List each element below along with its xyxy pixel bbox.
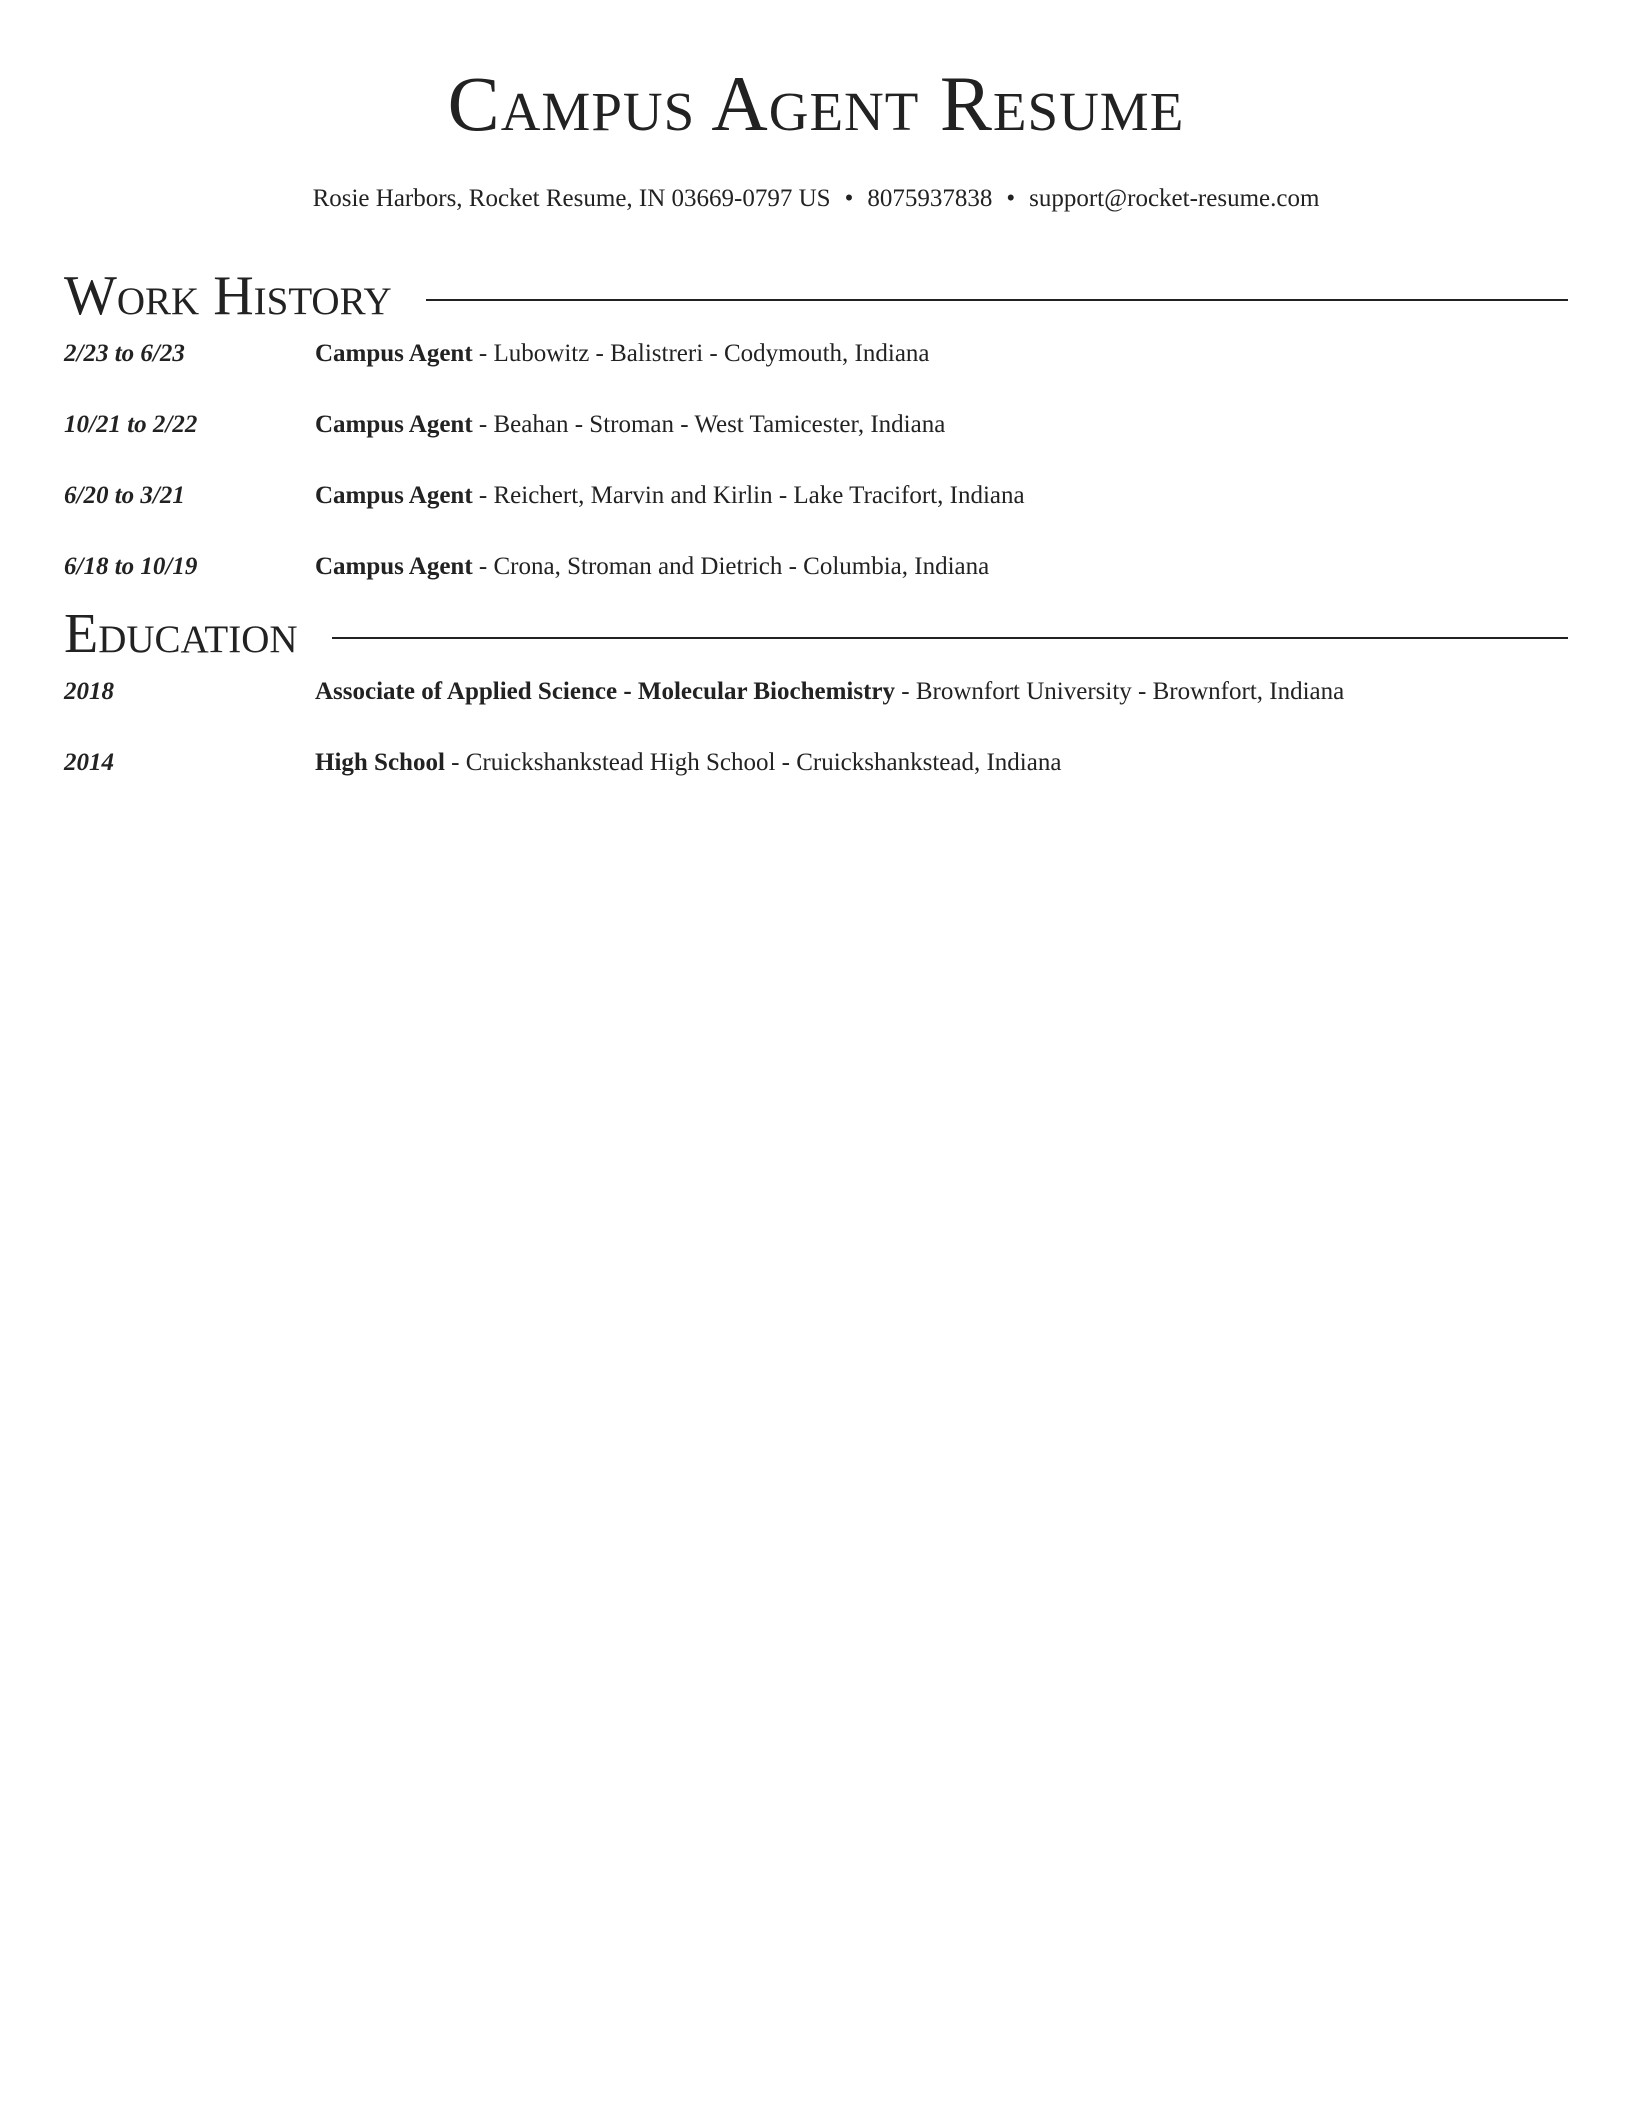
work-description [315,481,1025,511]
contact-separator: • [1006,185,1016,212]
education-header [64,604,1568,664]
education-details: - Cruickshankstead High School - Cruickshankstead, Indiana [444,749,1062,776]
work-description [315,410,945,440]
education-description [315,677,1344,707]
work-entry [64,481,1568,511]
contact-address: Rosie Harbors, Rocket Resume, IN 03669-0797 US [312,185,831,212]
contact-phone: 8075937838 [867,185,993,212]
contact-line [64,184,1568,214]
education-date: 2014 [64,749,114,776]
education-entry [64,748,1568,778]
work-entry [64,339,1568,369]
work-date: 6/18 to 10/19 [64,553,198,580]
work-details: - Reichert, Marvin and Kirlin - Lake Tracifort, Indiana [472,482,1025,509]
section-divider [426,299,1568,301]
education-description [315,748,1061,778]
work-entry [64,410,1568,440]
resume-title: Campus Agent Resume [447,60,1185,147]
work-history-list [64,339,1568,582]
contact-separator: • [844,185,854,212]
work-role: Campus Agent [315,340,473,367]
education-title: Education [64,603,298,665]
work-date: 10/21 to 2/22 [64,411,198,438]
education-list [64,677,1568,778]
work-history-header [64,266,1568,326]
contact-email: support@rocket-resume.com [1029,185,1320,212]
education-date: 2018 [64,678,114,705]
work-details: - Lubowitz - Balistreri - Codymouth, Indiana [472,340,930,367]
section-divider [332,637,1568,639]
work-details: - Crona, Stroman and Dietrich - Columbia, Indiana [472,553,990,580]
work-role: Campus Agent [315,482,473,509]
work-role: Campus Agent [315,411,473,438]
work-description [315,552,989,582]
education-degree: Associate of Applied Science - Molecular Biochemistry [315,678,896,705]
work-date: 2/23 to 6/23 [64,340,185,367]
work-role: Campus Agent [315,553,473,580]
education-degree: High School [315,749,445,776]
resume-page [64,0,1568,778]
education-entry [64,677,1568,707]
work-history-title: Work History [64,265,392,327]
work-details: - Beahan - Stroman - West Tamicester, Indiana [472,411,946,438]
work-entry [64,552,1568,582]
education-details: - Brownfort University - Brownfort, Indiana [895,678,1345,705]
work-description [315,339,930,369]
work-date: 6/20 to 3/21 [64,482,185,509]
